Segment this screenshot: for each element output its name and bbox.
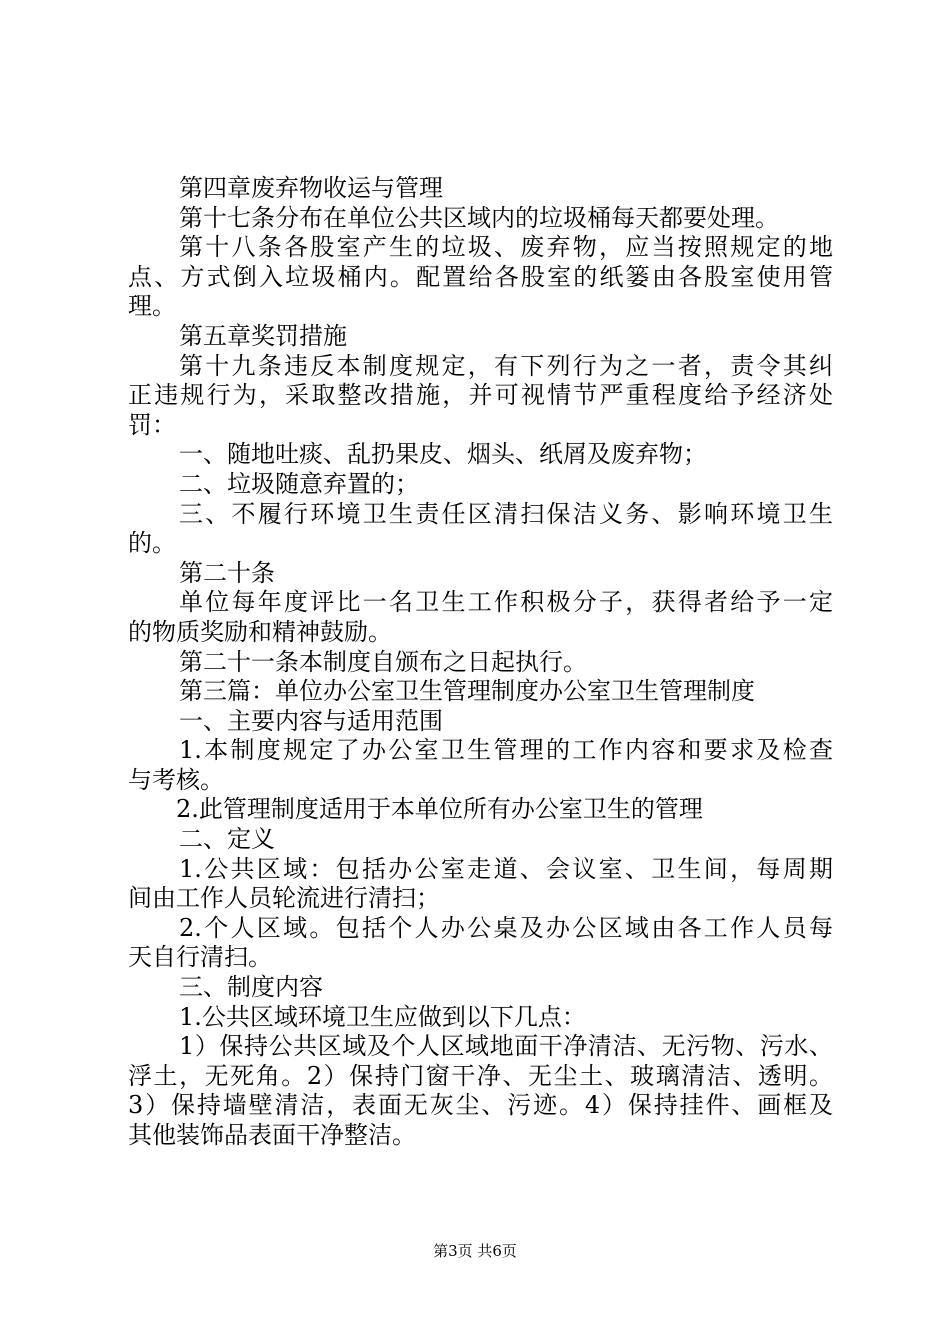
text-line: 1.公共区域：包括办公室走道、会议室、卫生间，每周期 [179,854,833,883]
text-line: 点、方式倒入垃圾桶内。配置给各股室的纸篓由各股室使用管 [128,262,833,291]
text-line: 间由工作人员轮流进行清扫； [128,884,440,913]
text-line: 单位每年度评比一名卫生工作积极分子，获得者给予一定 [179,588,833,617]
text-line: 正违规行为，采取整改措施，并可视情节严重程度给予经济处 [128,381,833,410]
text-line: 的物质奖励和精神鼓励。 [128,617,392,646]
text-line: 浮土，无死角。2）保持门窗干净、无尘土、玻璃清洁、透明。 [128,1061,833,1090]
text-line: 理。 [128,292,176,321]
text-line: 天自行清扫。 [128,943,272,972]
text-line: 1.公共区域环境卫生应做到以下几点： [179,1002,586,1031]
text-line: 1.本制度规定了办公室卫生管理的工作内容和要求及检查 [179,736,833,765]
text-line: 第五章奖罚措施 [179,321,347,350]
text-line: 第三篇：单位办公室卫生管理制度办公室卫生管理制度 [179,677,755,706]
text-line: 其他装饰品表面干净整洁。 [128,1121,416,1149]
text-line: 第十七条分布在单位公共区域内的垃圾桶每天都要处理。 [179,203,779,232]
text-line: 与考核。 [128,765,224,794]
text-line: 第二十一条本制度自颁布之日起执行。 [179,647,587,676]
text-line: 第二十条 [179,558,275,587]
text-line: 三、制度内容 [179,973,323,1002]
text-line: 2.个人区域。包括个人办公桌及办公区域由各工作人员每 [179,913,833,942]
document-body [128,174,833,1151]
text-line: 三、不履行环境卫生责任区清扫保洁义务、影响环境卫生 [179,499,833,528]
text-line: 3）保持墙壁清洁，表面无灰尘、污迹。4）保持挂件、画框及 [128,1091,833,1120]
text-line: 二、定义 [179,825,275,854]
text-line: 第十九条违反本制度规定，有下列行为之一者，责令其纠 [179,351,833,380]
text-line: 的。 [128,529,176,558]
text-line: 一、主要内容与适用范围 [179,706,443,735]
text-line: 2.此管理制度适用于本单位所有办公室卫生的管理 [176,795,703,824]
text-line: 一、随地吐痰、乱扔果皮、烟头、纸屑及废弃物； [179,440,707,469]
text-line: 二、垃圾随意弃置的； [179,469,419,498]
page-number: 第3页 共6页 [433,1242,517,1260]
text-line: 1）保持公共区域及个人区域地面干净清洁、无污物、污水、 [179,1032,833,1061]
text-line: 第四章废弃物收运与管理 [179,174,443,202]
text-line: 第十八条各股室产生的垃圾、废弃物，应当按照规定的地 [179,233,833,262]
page-footer [0,1240,950,1261]
text-line: 罚： [128,410,176,439]
